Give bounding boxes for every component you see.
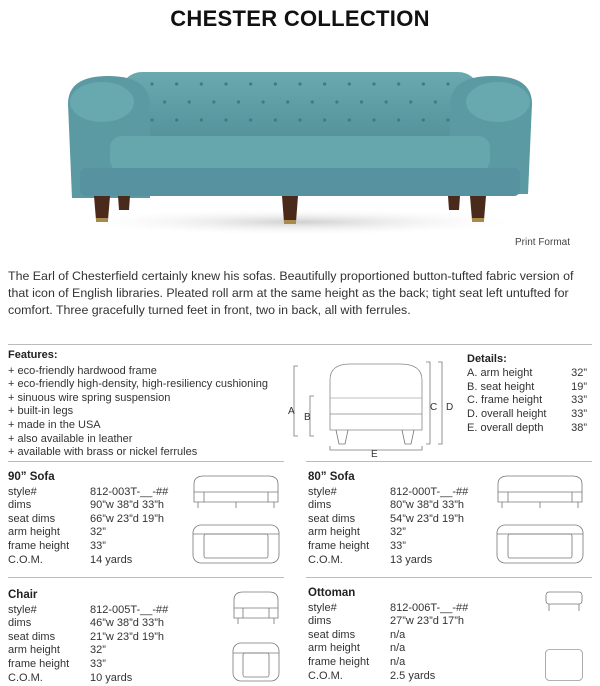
tuft-button [249,82,252,85]
product-description: The Earl of Chesterfield certainly knew his sofas. Beautifully proportioned button-tufted fabric version of that icon of English libraries. Pleated roll arm at the same height as the back; tight seat left untufted for comfort. Three gracefully turned feet in front, two in back, all with ferrules. [8,269,574,317]
tuft-button [224,82,227,85]
features-section [8,349,298,460]
ottoman-front-drawing [544,589,584,615]
tuft-button [422,82,425,85]
chester-sofa-image [50,44,550,244]
tuft-button [274,118,277,121]
print-format-link[interactable]: Print Format [514,237,570,248]
tuft-button [150,118,153,121]
tuft-button [175,82,178,85]
tuft-button [422,118,425,121]
feature-item: + made in the USA [8,418,101,431]
tuft-button [323,118,326,121]
tuft-button [372,118,375,121]
tuft-button [249,118,252,121]
tuft-button [311,100,314,103]
features-heading: Features: [8,349,58,361]
detail-row: E. overall depth 38” [467,421,587,434]
tuft-button [286,100,289,103]
tuft-button [409,100,412,103]
product-spec-ottoman: Ottoman style# 812-006T-__-## dims 27”w 23”d 17”h seat dims n/a arm height n/a frame height n/a C.O.M. 2.5 yards [308,587,469,682]
tuft-button [224,118,227,121]
feature-item: + built-in legs [8,405,74,418]
tuft-button [237,100,240,103]
sofa-90-front-drawing [190,472,282,512]
tuft-button [335,100,338,103]
tuft-button [397,118,400,121]
feature-item: + also available in leather [8,432,133,445]
tuft-button [446,118,449,121]
tuft-button [150,82,153,85]
sofa-80-front-drawing [494,472,586,512]
sofa-90-top-drawing [190,522,282,566]
details-section [467,353,587,436]
tuft-button [261,100,264,103]
product-spec-chair: Chair style# 812-005T-__-## dims 46”w 38”d 33”h seat dims 21”w 23”d 19”h arm height 32” frame height 33” C.O.M. 10 yards [8,589,169,684]
chair-front-drawing [230,588,282,628]
feature-item: + eco-friendly high-density, high-resiliency cushioning [8,378,268,391]
feature-item: + available with brass or nickel ferrules [8,446,198,459]
feature-item: + eco-friendly hardwood frame [8,364,157,377]
product-spec-80-sofa: 80” Sofa style# 812-000T-__-## dims 80”w 38”d 33”h seat dims 54”w 23”d 19”h arm height 32” frame height 33” C.O.M. 13 yards [308,471,469,566]
tuft-button [163,100,166,103]
divider [8,577,284,578]
detail-row: D. overall height 33” [467,408,587,421]
tuft-button [175,118,178,121]
diagram-label-b: B [304,412,311,423]
dimension-diagram [288,358,460,458]
tuft-button [200,118,203,121]
tuft-button [372,82,375,85]
page-title: CHESTER COLLECTION [170,6,430,31]
divider [8,344,592,345]
divider [306,577,592,578]
tuft-button [298,118,301,121]
diagram-label-c: C [430,402,438,413]
product-spec-90-sofa: 90” Sofa style# 812-003T-__-## dims 90”w 38”d 33”h seat dims 66”w 23”d 19”h arm height 32” frame height 33” C.O.M. 14 yards [8,471,169,566]
detail-row: A. arm height 32” [467,366,587,379]
detail-row: B. seat height 19” [467,380,587,393]
tuft-button [348,82,351,85]
diagram-label-d: D [446,402,454,413]
detail-row: C. frame height 33” [467,394,587,407]
diagram-label-a: A [288,406,295,417]
diagram-label-e: E [371,449,378,458]
tuft-button [348,118,351,121]
ottoman-top-drawing [544,648,584,682]
tuft-button [188,100,191,103]
chair-top-drawing [230,640,282,684]
tuft-button [446,82,449,85]
tuft-button [212,100,215,103]
tuft-button [397,82,400,85]
tuft-button [298,82,301,85]
feature-item: + sinuous wire spring suspension [8,391,171,404]
divider [8,461,284,462]
details-heading: Details: [467,353,507,365]
tuft-button [360,100,363,103]
tuft-button [323,82,326,85]
divider [306,461,592,462]
tuft-button [200,82,203,85]
tuft-button [434,100,437,103]
tuft-button [274,82,277,85]
tuft-button [385,100,388,103]
sofa-80-top-drawing [494,522,586,566]
